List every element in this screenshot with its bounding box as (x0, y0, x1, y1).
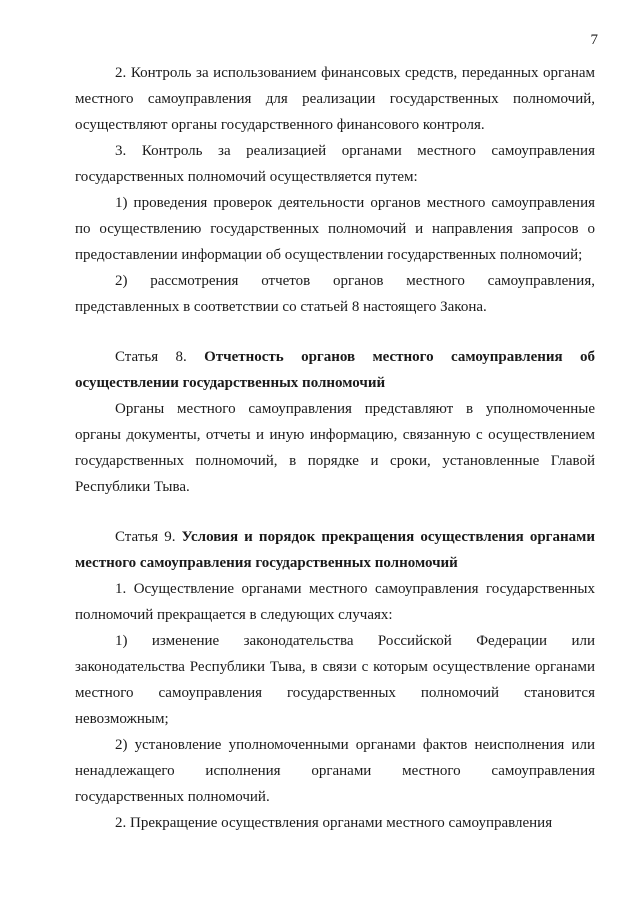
paragraph: 2. Прекращение осуществления органами местного самоуправления (115, 815, 553, 831)
article-9-heading (75, 524, 595, 576)
article-label: Статья 8. (115, 349, 187, 365)
paragraph: 3. Контроль за реализацией органами местного самоуправления государственных полномочий осуществляется путем: (75, 143, 595, 185)
list-item: 1) изменение законодательства Российской Федерации или законодательства Республики Тыва, в связи с которым осуществление органами местного самоуправления государственных полномочий становится невозможным; (75, 633, 595, 727)
article-8-heading (75, 344, 595, 396)
paragraph: 2. Контроль за использованием финансовых средств, переданных органам местного самоуправления для реализации государственных полномочий, осуществляют органы государственного финансового контроля. (75, 65, 595, 133)
list-item: 1) проведения проверок деятельности органов местного самоуправления по осуществлению государственных полномочий и направления запросов о предоставлении информации об осуществлении государственных полномочий; (75, 195, 595, 263)
list-item: 2) установление уполномоченными органами фактов неисполнения или ненадлежащего исполнения органами местного самоуправления государственных полномочий. (75, 737, 595, 805)
page-number: 7 (590, 32, 598, 48)
paragraph: Органы местного самоуправления представляют в уполномоченные органы документы, отчеты и иную информацию, связанную с осуществлением государственных полномочий, в порядке и сроки, установленные Главой Республики Тыва. (75, 401, 595, 495)
article-title: Условия и порядок прекращения осуществления органами местного самоуправления государственных полномочий (75, 529, 595, 571)
list-item: 2) рассмотрения отчетов органов местного самоуправления, представленных в соответствии со статьей 8 настоящего Закона. (75, 273, 595, 315)
article-title: Отчетность органов местного самоуправления об осуществлении государственных полномочий (75, 349, 595, 391)
article-label: Статья 9. (115, 529, 176, 545)
document-body (75, 60, 595, 836)
paragraph: 1. Осуществление органами местного самоуправления государственных полномочий прекращается в следующих случаях: (75, 581, 595, 623)
